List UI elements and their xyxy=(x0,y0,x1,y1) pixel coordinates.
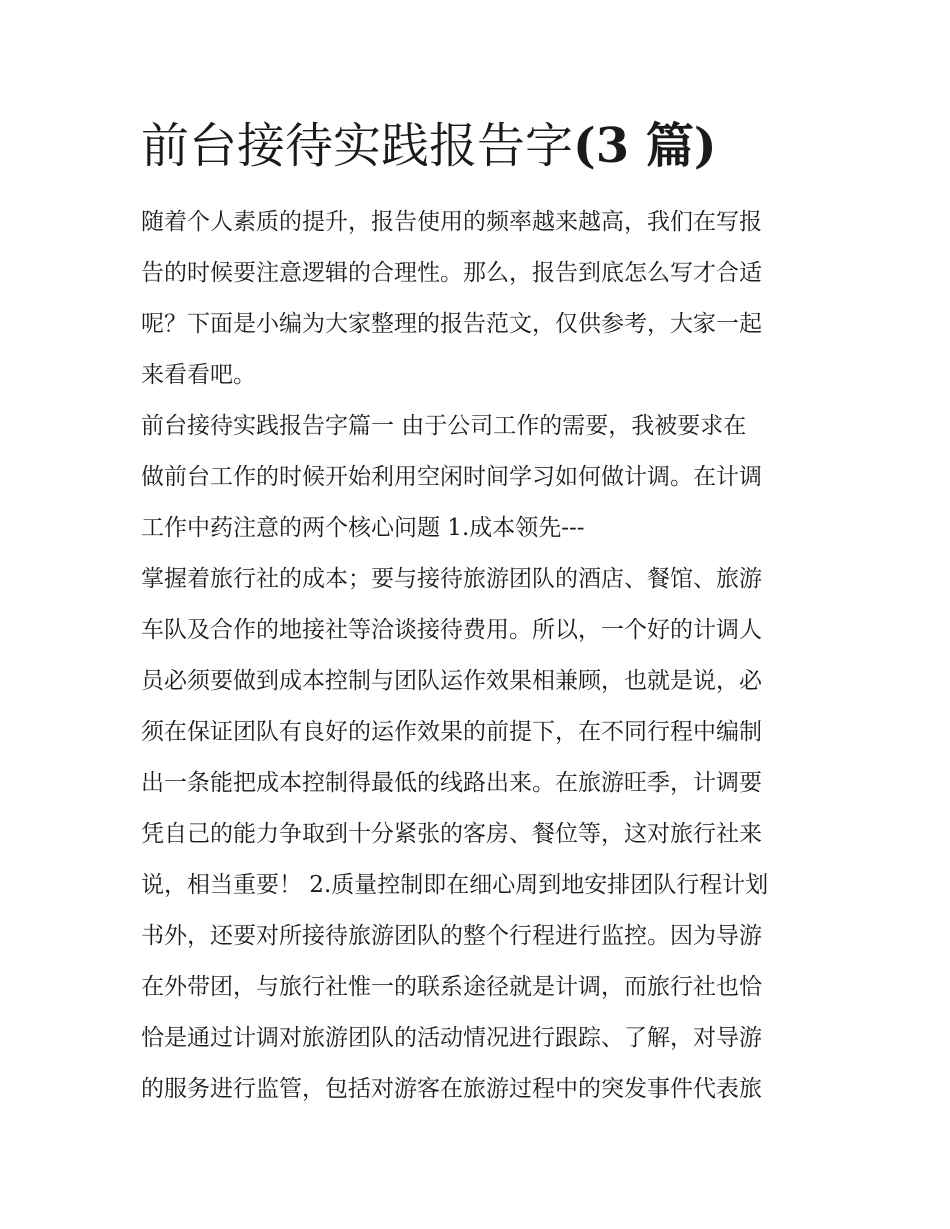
text-line: 员必须要做到成本控制与团队运作效果相兼顾，也就是说，必 xyxy=(141,668,762,694)
text-line: 告的时候要注意逻辑的合理性。那么，报告到底怎么写才合适 xyxy=(141,260,762,286)
text-line: 说，相当重要！ 2.质量控制即在细心周到地安排团队行程计划 xyxy=(141,872,769,898)
text-line: 的服务进行监管，包括对游客在旅游过程中的突发事件代表旅 xyxy=(141,1076,762,1102)
text-line: 做前台工作的时候开始利用空闲时间学习如何做计调。在计调 xyxy=(141,464,762,490)
text-line: 掌握着旅行社的成本；要与接待旅游团队的酒店、餐馆、旅游 xyxy=(141,566,762,592)
text-line: 呢？下面是小编为大家整理的报告范文，仅供参考，大家一起 xyxy=(141,311,762,337)
text-line: 车队及合作的地接社等洽谈接待费用。所以，一个好的计调人 xyxy=(141,617,762,643)
title-suffix: (3 篇) xyxy=(573,118,717,174)
title-main: 前台接待实践报告字 xyxy=(141,118,574,174)
text-line: 出一条能把成本控制得最低的线路出来。在旅游旺季，计调要 xyxy=(141,770,762,796)
body-paragraph xyxy=(141,554,813,1115)
text-line: 书外，还要对所接待旅游团队的整个行程进行监控。因为导游 xyxy=(141,923,762,949)
text-line: 须在保证团队有良好的运作效果的前提下，在不同行程中编制 xyxy=(141,719,762,745)
document-page xyxy=(141,112,813,1115)
text-line: 恰是通过计调对旅游团队的活动情况进行跟踪、了解，对导游 xyxy=(141,1025,762,1051)
text-line: 在外带团，与旅行社惟一的联系途径就是计调，而旅行社也恰 xyxy=(141,974,762,1000)
text-line: 前台接待实践报告字篇一 由于公司工作的需要，我被要求在 xyxy=(141,413,747,439)
text-line: 随着个人素质的提升，报告使用的频率越来越高，我们在写报 xyxy=(141,209,762,235)
intro-paragraph xyxy=(141,197,813,401)
document-title xyxy=(141,112,813,180)
text-line: 工作中药注意的两个核心问题 1.成本领先--- xyxy=(141,515,585,541)
text-line: 来看看吧。 xyxy=(141,362,256,388)
section-one-paragraph xyxy=(141,401,813,554)
text-line: 凭自己的能力争取到十分紧张的客房、餐位等，这对旅行社来 xyxy=(141,821,762,847)
